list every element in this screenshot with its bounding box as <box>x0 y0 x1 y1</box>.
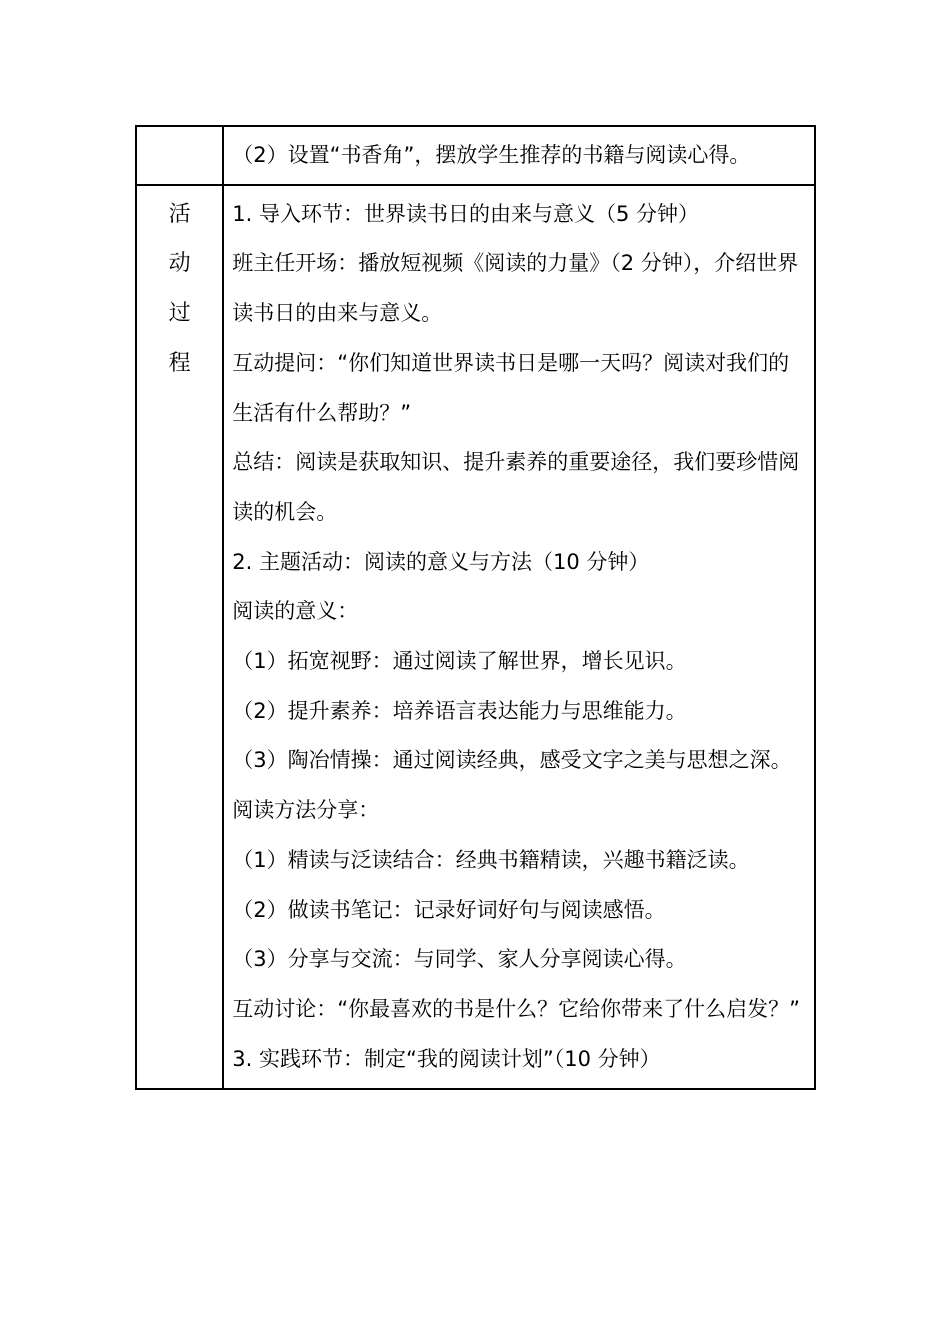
list-item: （2）做读书笔记：记录好词好句与阅读感悟。 <box>232 897 666 922</box>
label-char: 动 <box>168 251 191 277</box>
paragraph: 阅读的意义： <box>232 599 359 624</box>
row-label-cell <box>136 185 223 1090</box>
activity-process-label <box>137 186 222 389</box>
paragraph: 班主任开场：播放短视频《阅读的力量》（2 分钟），介绍世界读书日的由来与意义。 <box>232 251 799 326</box>
row-content-cell <box>223 185 815 1090</box>
paragraph: （2）设置“书香角”，摆放学生推荐的书籍与阅读心得。 <box>232 143 751 167</box>
row-content-cell <box>223 126 815 185</box>
section-heading-practice: 3. 实践环节：制定“我的阅读计划”（10 分钟） <box>232 1046 661 1071</box>
list-item: （1）拓宽视野：通过阅读了解世界，增长见识。 <box>232 649 687 674</box>
list-item: （3）陶冶情操：通过阅读经典，感受文字之美与思想之深。 <box>232 748 792 773</box>
label-char: 程 <box>168 350 191 376</box>
label-char: 活 <box>168 201 191 227</box>
section-heading-theme: 2. 主题活动：阅读的意义与方法（10 分钟） <box>232 549 650 574</box>
activity-plan-table <box>135 125 816 1090</box>
paragraph: 阅读方法分享： <box>232 798 380 823</box>
section-heading-intro: 1. 导入环节：世界读书日的由来与意义（5 分钟） <box>232 201 699 226</box>
paragraph: 互动讨论：“你最喜欢的书是什么？它给你带来了什么启发？” <box>232 996 801 1021</box>
paragraph: 互动提问：“你们知道世界读书日是哪一天吗？阅读对我们的生活有什么帮助？” <box>232 350 790 425</box>
list-item: （3）分享与交流：与同学、家人分享阅读心得。 <box>232 947 687 972</box>
label-char: 过 <box>168 301 191 327</box>
list-item: （1）精读与泛读结合：经典书籍精读，兴趣书籍泛读。 <box>232 847 750 872</box>
list-item: （2）提升素养：培养语言表达能力与思维能力。 <box>232 698 687 723</box>
row-label-cell <box>136 126 223 185</box>
paragraph: 总结：阅读是获取知识、提升素养的重要途径，我们要珍惜阅读的机会。 <box>232 450 800 524</box>
table-row <box>136 126 815 185</box>
table-row <box>136 185 815 1090</box>
